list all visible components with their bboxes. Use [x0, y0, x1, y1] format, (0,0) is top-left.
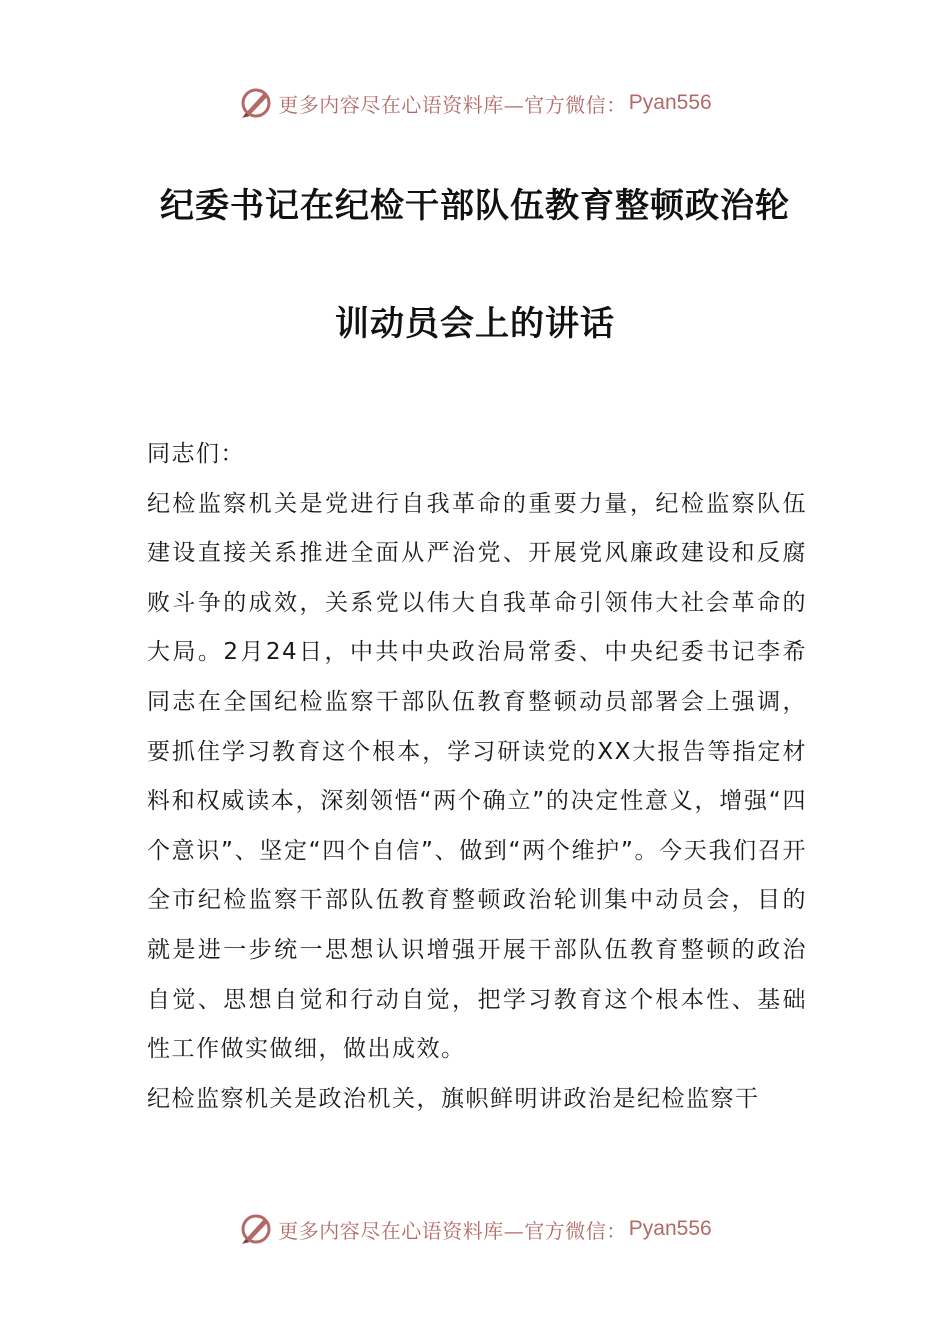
- watermark-text: 更多内容尽在心语资料库—官方微信：: [278, 92, 627, 117]
- watermark-header: [0, 83, 950, 123]
- pen-circle-logo-icon: [238, 85, 274, 121]
- document-body: [147, 430, 807, 1124]
- watermark-text: 更多内容尽在心语资料库—官方微信：: [278, 1218, 627, 1243]
- watermark-wechat-id: Pyan556: [628, 91, 712, 114]
- watermark-footer: [0, 1209, 950, 1249]
- document-title-line-1: 纪委书记在纪检干部队伍教育整顿政治轮: [160, 186, 790, 226]
- salutation: 同志们：: [147, 441, 245, 467]
- document-title-line-2: 训动员会上的讲话: [335, 304, 615, 344]
- watermark-wechat-id: Pyan556: [628, 1217, 712, 1240]
- paragraph: 纪检监察机关是党进行自我革命的重要力量，纪检监察队伍建设直接关系推进全面从严治党、开展党风廉政建设和反腐败斗争的成效，关系党以伟大自我革命引领伟大社会革命的大局。2月24日，中共中央政治局常委、中央纪委书记李希同志在全国纪检监察干部队伍教育整顿动员部署会上强调，要抓住学习教育这个根本，学习研读党的XX大报告等指定材料和权威读本，深刻领悟“两个确立”的决定性意义，增强“四个意识”、坚定“四个自信”、做到“两个维护”。今天我们召开全市纪检监察干部队伍教育整顿政治轮训集中动员会，目的就是进一步统一思想认识增强开展干部队伍教育整顿的政治自觉、思想自觉和行动自觉，把学习教育这个根本性、基础性工作做实做细，做出成效。: [147, 490, 807, 1063]
- pen-circle-logo-icon: [238, 1211, 274, 1247]
- paragraph: 纪检监察机关是政治机关，旗帜鲜明讲政治是纪检监察干: [147, 1085, 760, 1112]
